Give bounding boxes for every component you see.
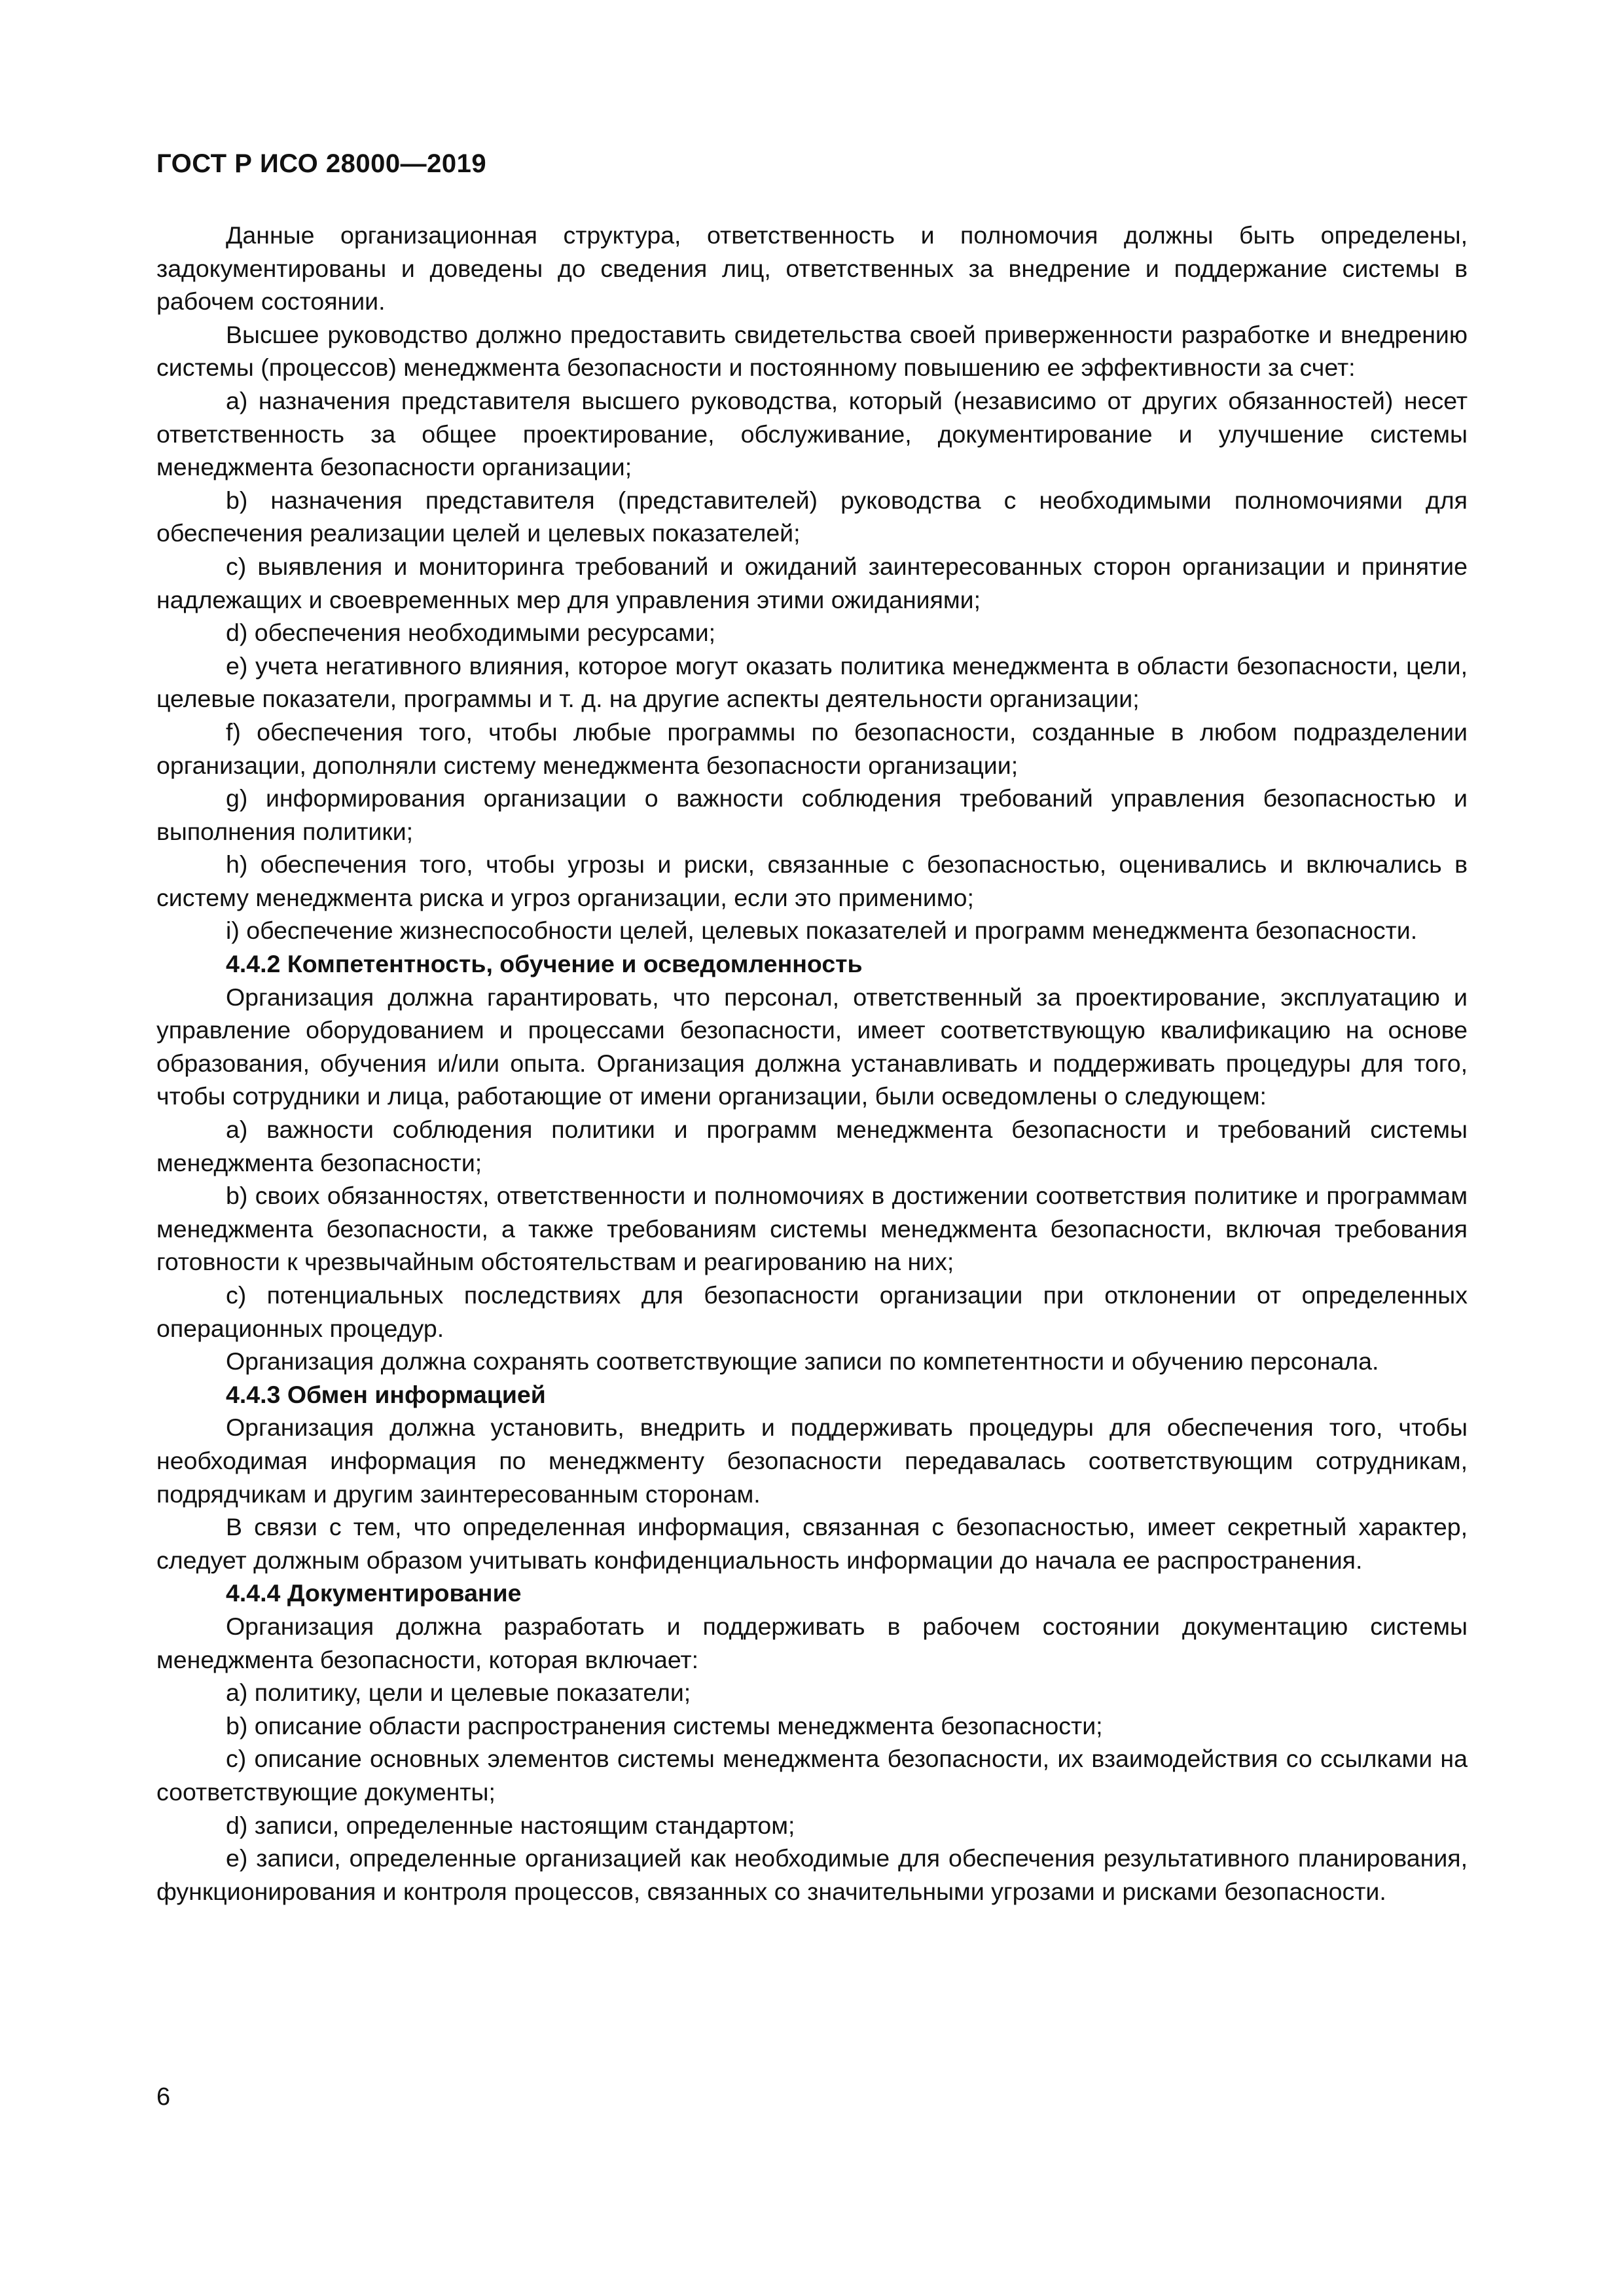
paragraph: Организация должна разработать и поддерживать в рабочем состоянии документацию системы менеджмента безопасности, которая включает: — [156, 1612, 1468, 1673]
list-item: c) потенциальных последствиях для безопасности организации при отклонении от определенных операционных процедур. — [156, 1281, 1468, 1342]
paragraph: Организация должна гарантировать, что персонал, ответственный за проектирование, эксплуатацию и управление оборудованием и процессами безопасности, имеет соответствующую квалификацию на основе образования, обучения и/или опыта. Организация должна устанавливать и поддерживать процедуры для того, чтобы сотрудники и лица, работающие от имени организации, были осведомлены о следующем: — [156, 983, 1468, 1110]
list-item: a) важности соблюдения политики и программ менеджмента безопасности и требований системы менеджмента безопасности; — [156, 1116, 1468, 1176]
list-item: e) записи, определенные организацией как необходимые для обеспечения результативного планирования, функционирования и контроля процессов, связанных со значительными угрозами и рисками безопасности. — [156, 1844, 1468, 1905]
list-item: i) обеспечение жизнеспособности целей, целевых показателей и программ менеджмента безопасности. — [226, 917, 1418, 945]
list-item: b) назначения представителя (представителей) руководства с необходимыми полномочиями для обеспечения реализации целей и целевых показателей; — [156, 486, 1468, 547]
list-item: g) информирования организации о важности соблюдения требований управления безопасностью и выполнения политики; — [156, 784, 1468, 845]
section-heading-4-4-2: 4.4.2 Компетентность, обучение и осведомленность — [226, 950, 863, 978]
section-heading-4-4-4: 4.4.4 Документирование — [226, 1579, 522, 1607]
list-item: e) учета негативного влияния, которое могут оказать политика менеджмента в области безопасности, цели, целевые показатели, программы и т. д. на другие аспекты деятельности организации; — [156, 651, 1468, 713]
paragraph: Данные организационная структура, ответственность и полномочия должны быть определены, задокументированы и доведены до сведения лиц, ответственных за внедрение и поддержание системы в рабочем состоянии. — [156, 221, 1468, 316]
list-item: b) своих обязанностях, ответственности и полномочиях в достижении соответствия политике и программам менеджмента безопасности, а также требованиям системы менеджмента безопасности, включая требования готовности к чрезвычайным обстоятельствам и реагированию на них; — [156, 1182, 1468, 1276]
document-code-header: ГОСТ Р ИСО 28000—2019 — [156, 149, 487, 178]
section-heading-4-4-3: 4.4.3 Обмен информацией — [226, 1380, 546, 1408]
document-body — [156, 219, 1468, 1908]
paragraph: В связи с тем, что определенная информация, связанная с безопасностью, имеет секретный характер, следует должным образом учитывать конфиденциальность информации до начала ее распространения. — [156, 1513, 1468, 1574]
list-item: а) назначения представителя высшего руководства, который (независимо от других обязанностей) несет ответственность за общее проектирование, обслуживание, документирование и улучшение системы менеджмента безопасности организации; — [156, 386, 1468, 481]
paragraph: Организация должна установить, внедрить и поддерживать процедуры для обеспечения того, чтобы необходимая информация по менеджменту безопасности передавалась соответствующим сотрудникам, подрядчикам и другим заинтересованным сторонам. — [156, 1413, 1468, 1508]
paragraph: Организация должна сохранять соответствующие записи по компетентности и обучению персонала. — [226, 1347, 1379, 1376]
list-item: f) обеспечения того, чтобы любые программы по безопасности, созданные в любом подразделении организации, дополняли систему менеджмента безопасности организации; — [156, 718, 1468, 779]
list-item: h) обеспечения того, чтобы угрозы и риски, связанные с безопасностью, оценивались и включались в систему менеджмента риска и угроз организации, если это применимо; — [156, 850, 1468, 911]
list-item: c) выявления и мониторинга требований и ожиданий заинтересованных сторон организации и принятие надлежащих и своевременных мер для управления этими ожиданиями; — [156, 552, 1468, 613]
list-item: c) описание основных элементов системы менеджмента безопасности, их взаимодействия со ссылками на соответствующие документы; — [156, 1745, 1468, 1806]
page-number: 6 — [156, 2083, 171, 2111]
list-item: a) политику, цели и целевые показатели; — [226, 1679, 691, 1707]
list-item: d) записи, определенные настоящим стандартом; — [226, 1811, 795, 1839]
list-item: b) описание области распространения системы менеджмента безопасности; — [226, 1711, 1103, 1740]
list-item: d) обеспечения необходимыми ресурсами; — [226, 619, 716, 647]
paragraph: Высшее руководство должно предоставить свидетельства своей приверженности разработке и внедрению системы (процессов) менеджмента безопасности и постоянному повышению ее эффективности за счет: — [156, 320, 1468, 382]
